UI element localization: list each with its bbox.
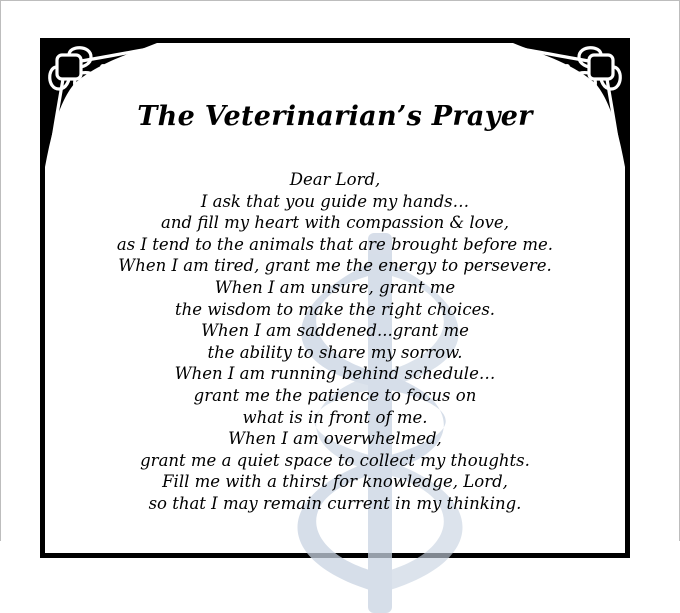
prayer-line: grant me a quiet space to collect my thoughts. [140,450,530,470]
prayer-title: The Veterinarian’s Prayer [137,101,533,132]
prayer-line: Fill me with a thirst for knowledge, Lord, [162,472,508,492]
prayer-line: the ability to share my sorrow. [207,342,463,362]
prayer-line: what is in front of me. [242,407,428,427]
prayer-body [45,169,625,515]
prayer-line: the wisdom to make the right choices. [174,299,496,319]
prayer-line: Dear Lord, [289,170,381,189]
prayer-line: When I am overwhelmed, [228,429,442,449]
prayer-line: When I am running behind schedule… [174,364,496,384]
prayer-line: When I am tired, grant me the energy to persevere. [118,256,552,276]
prayer-line: and fill my heart with compassion & love, [161,213,509,233]
prayer-line: When I am unsure, grant me [214,277,456,297]
prayer-line: so that I may remain current in my thinking. [148,493,522,513]
prayer-frame [40,38,630,558]
prayer-line: I ask that you guide my hands… [200,191,470,211]
prayer-line: as I tend to the animals that are brought before me. [116,234,554,254]
prayer-line: When I am saddened...grant me [201,321,469,341]
prayer-line: grant me the patience to focus on [193,385,477,405]
